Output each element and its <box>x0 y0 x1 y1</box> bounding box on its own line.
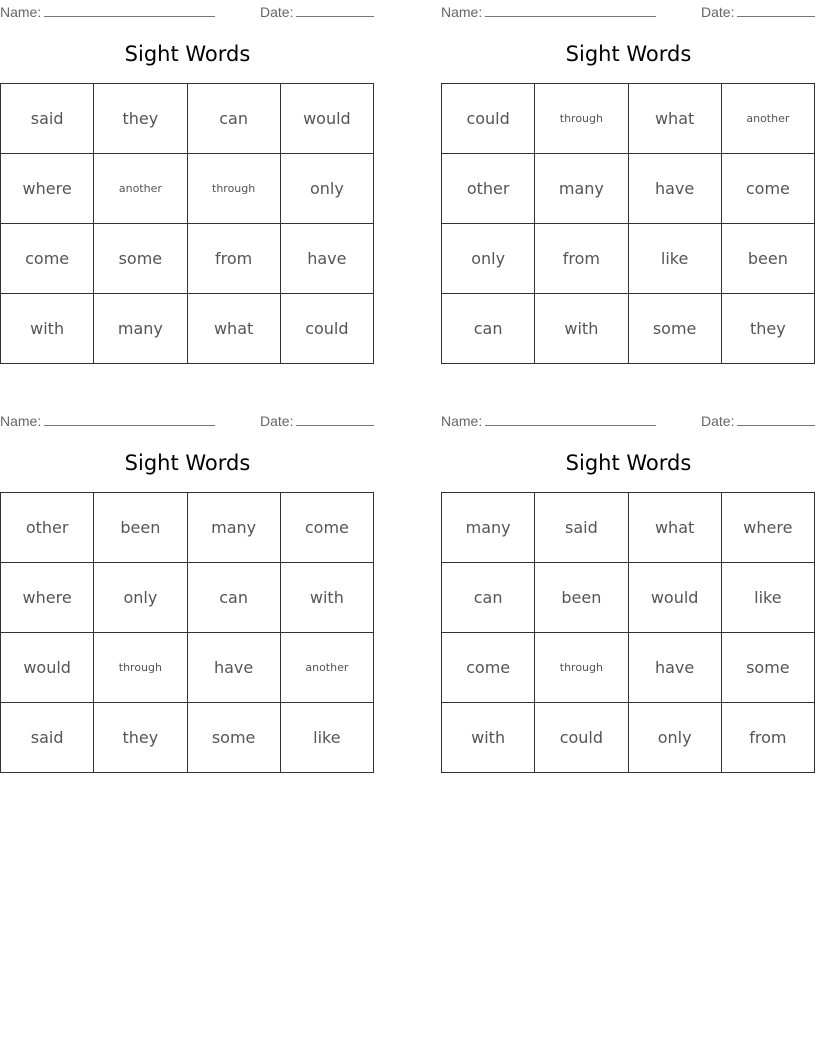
word-cell: can <box>442 563 535 633</box>
word-cell: they <box>721 294 814 364</box>
date-blank-line[interactable] <box>737 412 815 426</box>
date-label: Date: <box>260 413 294 429</box>
word-cell: can <box>187 84 280 154</box>
word-cell: come <box>1 224 94 294</box>
word-cell: another <box>94 154 187 224</box>
grid-row <box>442 563 815 633</box>
word-cell: said <box>1 703 94 773</box>
word-cell: only <box>280 154 373 224</box>
word-cell: like <box>721 563 814 633</box>
grid-row <box>442 633 815 703</box>
word-cell: other <box>442 154 535 224</box>
word-cell: many <box>442 493 535 563</box>
word-cell: come <box>280 493 373 563</box>
grid-row <box>442 84 815 154</box>
name-blank-line[interactable] <box>485 3 656 17</box>
grid-row <box>1 224 374 294</box>
word-cell: like <box>280 703 373 773</box>
word-cell: some <box>721 633 814 703</box>
word-cell: been <box>721 224 814 294</box>
word-cell: come <box>442 633 535 703</box>
name-label: Name: <box>441 4 483 20</box>
word-cell: from <box>187 224 280 294</box>
date-label: Date: <box>701 413 735 429</box>
word-cell: would <box>1 633 94 703</box>
word-cell: have <box>628 154 721 224</box>
word-grid <box>0 492 374 773</box>
name-label: Name: <box>0 413 42 429</box>
card-header <box>0 3 375 19</box>
word-cell: they <box>94 84 187 154</box>
word-cell: many <box>94 294 187 364</box>
word-cell: many <box>187 493 280 563</box>
date-blank-line[interactable] <box>737 3 815 17</box>
word-cell: through <box>187 154 280 224</box>
name-label: Name: <box>441 413 483 429</box>
word-cell: only <box>94 563 187 633</box>
name-blank-line[interactable] <box>44 3 215 17</box>
grid-row <box>442 703 815 773</box>
date-label: Date: <box>701 4 735 20</box>
date-label: Date: <box>260 4 294 20</box>
word-cell: would <box>280 84 373 154</box>
word-grid <box>441 492 815 773</box>
word-cell: have <box>628 633 721 703</box>
grid-row <box>1 703 374 773</box>
grid-row <box>1 563 374 633</box>
word-cell: some <box>187 703 280 773</box>
grid-row <box>442 493 815 563</box>
date-blank-line[interactable] <box>296 412 374 426</box>
card-header <box>441 412 816 428</box>
grid-row <box>1 84 374 154</box>
grid-row <box>442 224 815 294</box>
word-cell: where <box>1 154 94 224</box>
word-cell: through <box>535 633 628 703</box>
name-label: Name: <box>0 4 42 20</box>
word-cell: through <box>535 84 628 154</box>
grid-row <box>442 154 815 224</box>
word-cell: what <box>187 294 280 364</box>
name-blank-line[interactable] <box>485 412 656 426</box>
word-cell: only <box>628 703 721 773</box>
word-cell: where <box>721 493 814 563</box>
card-title: Sight Words <box>565 451 692 475</box>
grid-row <box>1 633 374 703</box>
word-cell: what <box>628 84 721 154</box>
card-title: Sight Words <box>124 42 251 66</box>
card-header <box>0 412 375 428</box>
word-cell: only <box>442 224 535 294</box>
card-title: Sight Words <box>565 42 692 66</box>
word-cell: other <box>1 493 94 563</box>
word-cell: can <box>187 563 280 633</box>
name-field <box>0 412 215 429</box>
name-blank-line[interactable] <box>44 412 215 426</box>
date-field <box>701 412 815 429</box>
word-cell: another <box>721 84 814 154</box>
word-cell: said <box>535 493 628 563</box>
word-cell: some <box>94 224 187 294</box>
word-cell: come <box>721 154 814 224</box>
word-cell: could <box>535 703 628 773</box>
word-grid <box>0 83 374 364</box>
word-cell: some <box>628 294 721 364</box>
word-cell: have <box>280 224 373 294</box>
word-grid <box>441 83 815 364</box>
word-cell: what <box>628 493 721 563</box>
word-cell: another <box>280 633 373 703</box>
word-cell: like <box>628 224 721 294</box>
word-cell: where <box>1 563 94 633</box>
name-field <box>441 3 656 20</box>
grid-row <box>442 294 815 364</box>
date-field <box>260 3 374 20</box>
word-cell: many <box>535 154 628 224</box>
word-cell: with <box>442 703 535 773</box>
name-field <box>0 3 215 20</box>
date-field <box>701 3 815 20</box>
word-cell: with <box>280 563 373 633</box>
card-title: Sight Words <box>124 451 251 475</box>
word-cell: could <box>280 294 373 364</box>
word-cell: with <box>1 294 94 364</box>
grid-row <box>1 154 374 224</box>
word-cell: they <box>94 703 187 773</box>
word-cell: through <box>94 633 187 703</box>
name-field <box>441 412 656 429</box>
word-cell: said <box>1 84 94 154</box>
card-header <box>441 3 816 19</box>
word-cell: been <box>94 493 187 563</box>
word-cell: would <box>628 563 721 633</box>
word-cell: with <box>535 294 628 364</box>
date-blank-line[interactable] <box>296 3 374 17</box>
word-cell: could <box>442 84 535 154</box>
word-cell: been <box>535 563 628 633</box>
word-cell: from <box>535 224 628 294</box>
grid-row <box>1 294 374 364</box>
word-cell: from <box>721 703 814 773</box>
word-cell: can <box>442 294 535 364</box>
word-cell: have <box>187 633 280 703</box>
grid-row <box>1 493 374 563</box>
date-field <box>260 412 374 429</box>
